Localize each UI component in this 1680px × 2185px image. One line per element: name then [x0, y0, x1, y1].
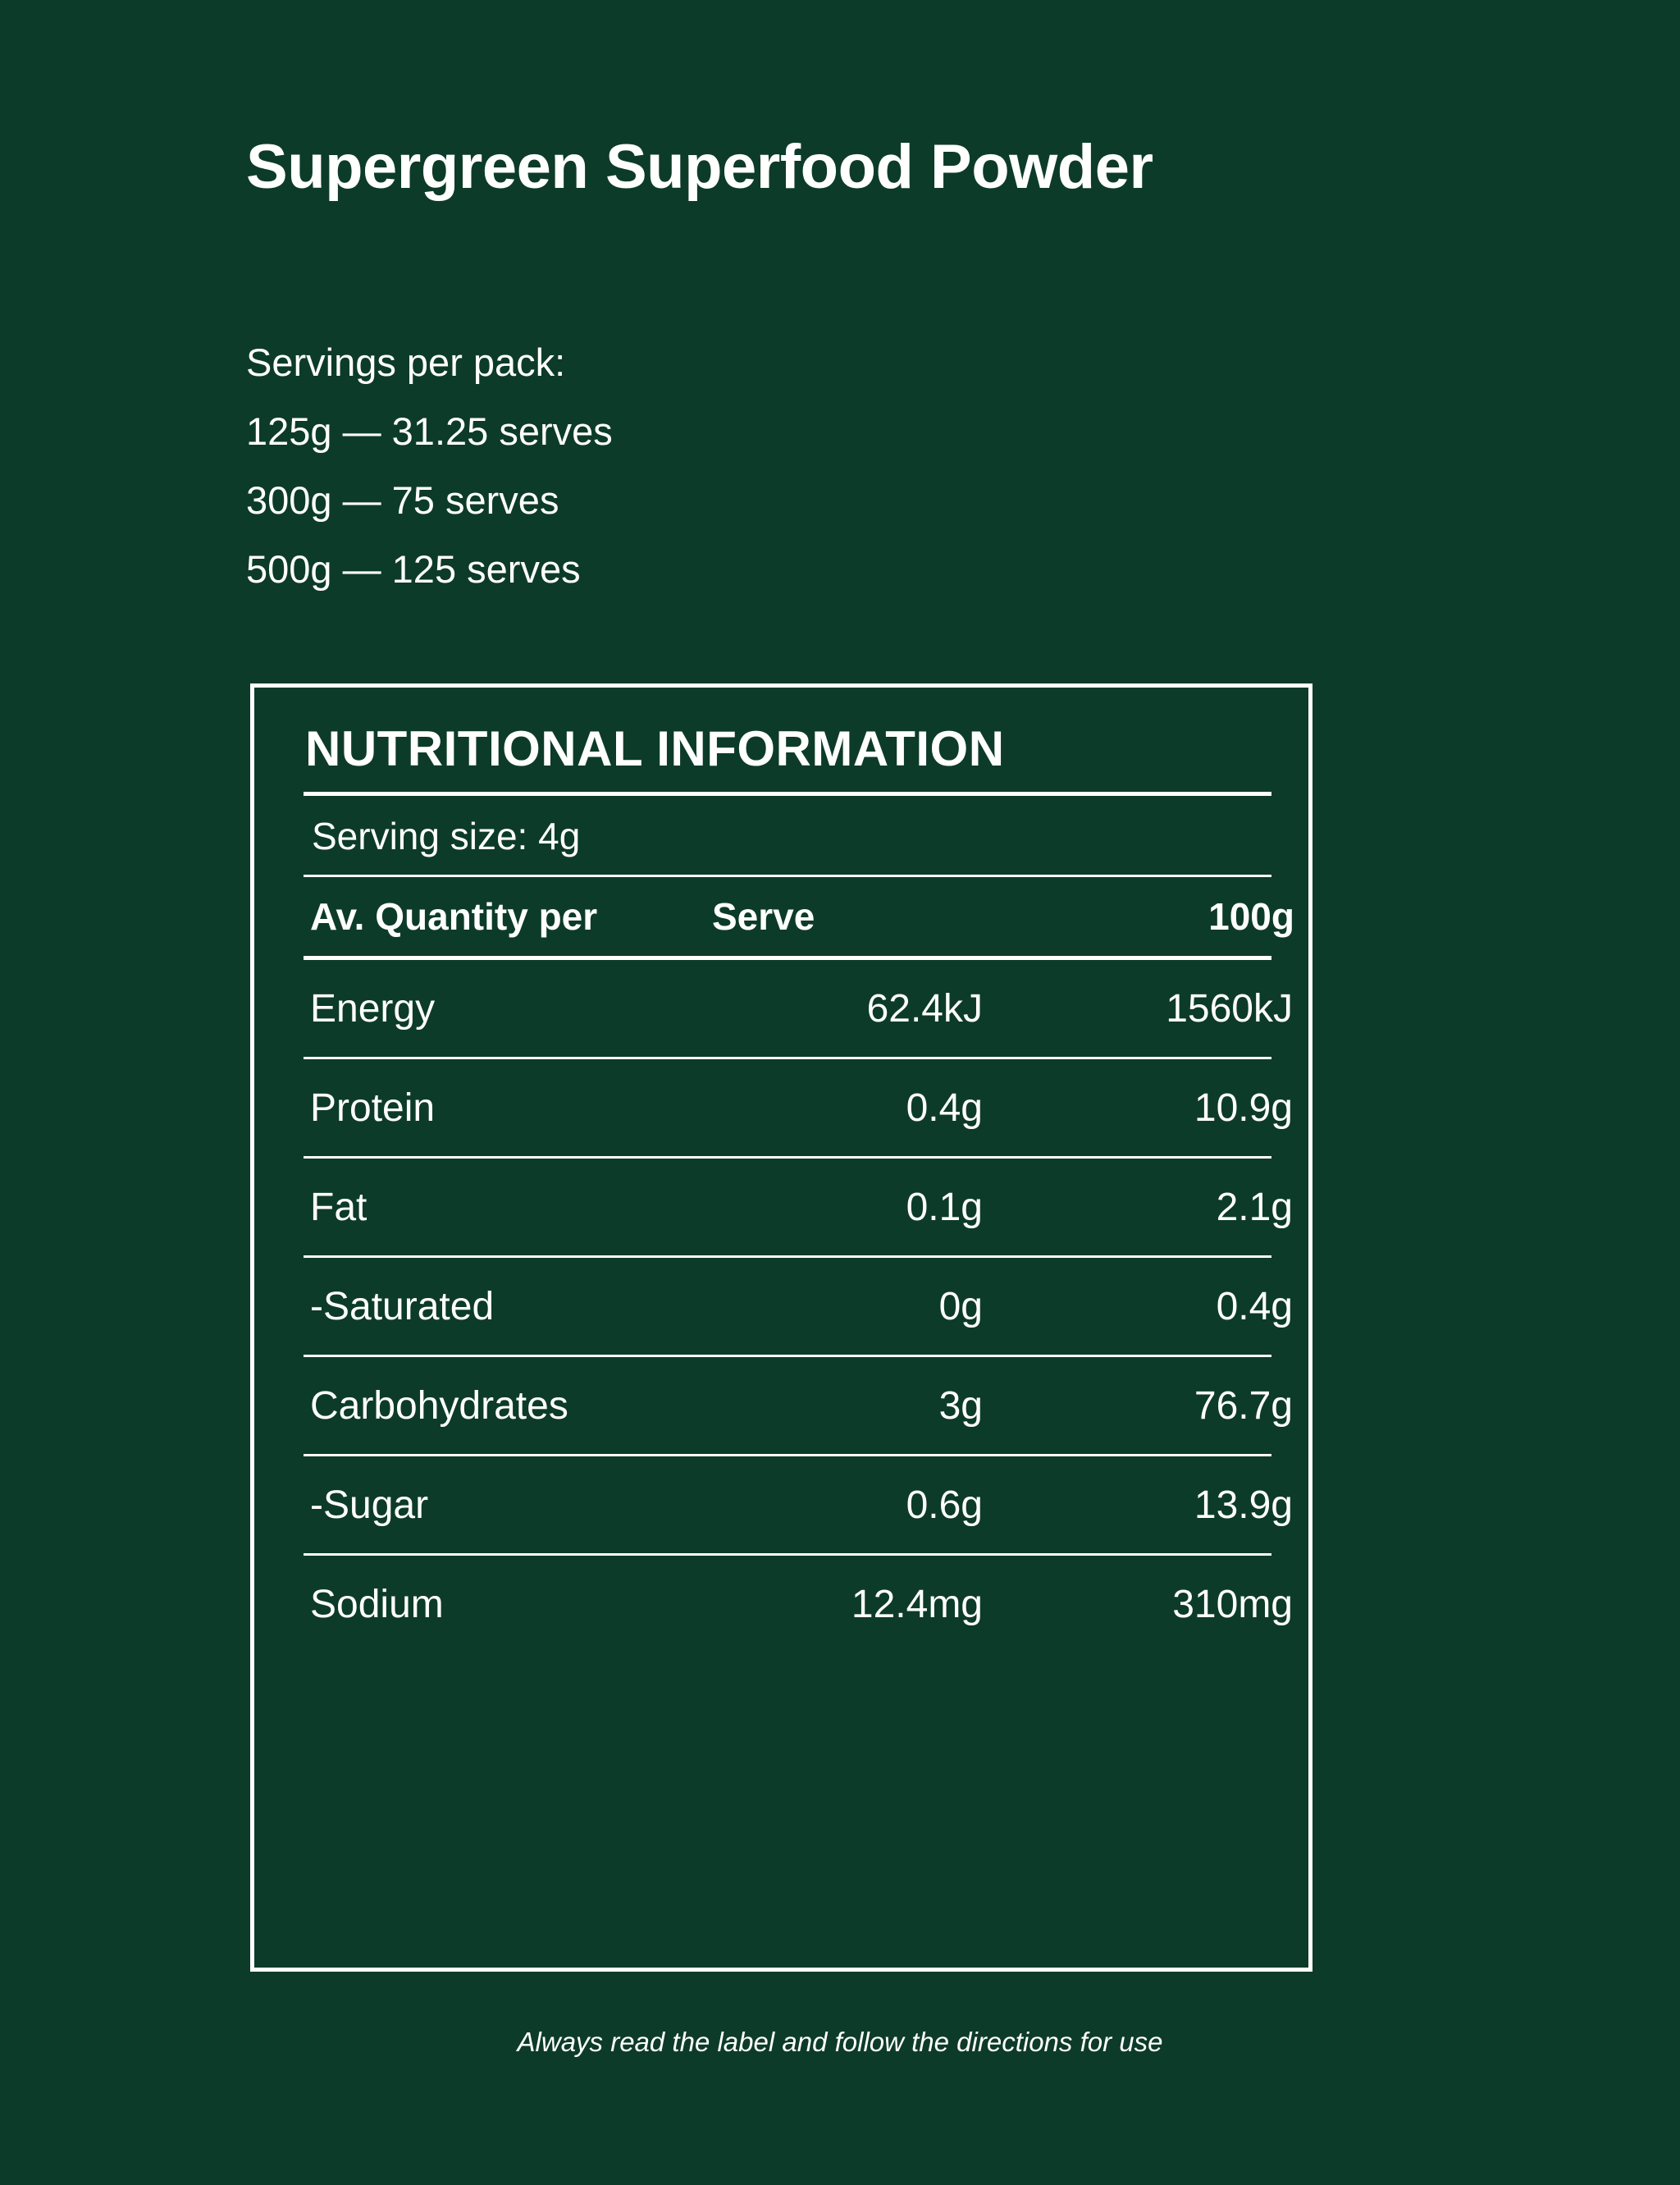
- row-serve-fat: 0.1g: [906, 1185, 983, 1229]
- row-label-carbohydrates: Carbohydrates: [310, 1383, 568, 1428]
- row-label-sodium: Sodium: [310, 1582, 444, 1626]
- row-label-saturated: -Saturated: [310, 1284, 495, 1328]
- servings-heading: Servings per pack:: [246, 341, 566, 384]
- row-serve-saturated: 0g: [938, 1284, 983, 1328]
- nutrition-table-body: [304, 1456, 1308, 1553]
- nutrition-panel-title: NUTRITIONAL INFORMATION: [305, 721, 1005, 776]
- row-serve-sugar: 0.6g: [906, 1483, 983, 1527]
- page-title: Supergreen Superfood Powder: [246, 132, 1153, 202]
- servings-line-500g: 500g — 125 serves: [246, 547, 581, 591]
- nutrition-table: [304, 877, 1309, 956]
- table-header-row: [304, 877, 1309, 956]
- table-row: [304, 960, 1308, 1057]
- servings-per-pack-block: [246, 328, 613, 604]
- servings-line-300g: 300g — 75 serves: [246, 478, 559, 522]
- nutrition-table-body: [304, 1258, 1308, 1355]
- row-serve-carbohydrates: 3g: [938, 1383, 983, 1428]
- table-row: [304, 1258, 1308, 1355]
- row-label-energy: Energy: [310, 986, 436, 1031]
- table-row: [304, 1159, 1308, 1255]
- row-100g-carbohydrates: 76.7g: [1194, 1383, 1293, 1428]
- nutrition-information-panel: [250, 683, 1312, 1972]
- nutrition-table-body: [304, 1059, 1308, 1156]
- nutrition-table-body: [304, 960, 1308, 1057]
- row-100g-sugar: 13.9g: [1194, 1483, 1293, 1527]
- row-100g-sodium: 310mg: [1172, 1582, 1293, 1626]
- row-label-protein: Protein: [310, 1086, 436, 1130]
- table-row: [304, 1456, 1308, 1553]
- column-header-serve: Serve: [712, 895, 815, 938]
- row-serve-protein: 0.4g: [906, 1086, 983, 1130]
- nutrition-panel-inner: [305, 720, 1294, 1652]
- row-label-sugar: -Sugar: [310, 1483, 429, 1527]
- column-header-quantity: Av. Quantity per: [310, 895, 598, 938]
- row-label-fat: Fat: [310, 1185, 368, 1229]
- table-row: [304, 1357, 1308, 1454]
- row-serve-energy: 62.4kJ: [866, 986, 983, 1031]
- table-row: [304, 1059, 1308, 1156]
- row-100g-fat: 2.1g: [1216, 1185, 1293, 1229]
- nutrition-table-body: [304, 1357, 1308, 1454]
- servings-line-125g: 125g — 31.25 serves: [246, 409, 613, 453]
- serving-size-text: Serving size: 4g: [312, 815, 581, 857]
- column-header-100g: 100g: [1208, 895, 1294, 938]
- row-serve-sodium: 12.4mg: [851, 1582, 983, 1626]
- nutrition-table-body: [304, 1159, 1308, 1255]
- nutrition-table-body: [304, 1556, 1308, 1652]
- row-100g-saturated: 0.4g: [1216, 1284, 1293, 1328]
- table-row: [304, 1556, 1308, 1652]
- footer-disclaimer: Always read the label and follow the directions for use: [517, 2027, 1163, 2057]
- row-100g-energy: 1560kJ: [1166, 986, 1293, 1031]
- row-100g-protein: 10.9g: [1194, 1086, 1293, 1130]
